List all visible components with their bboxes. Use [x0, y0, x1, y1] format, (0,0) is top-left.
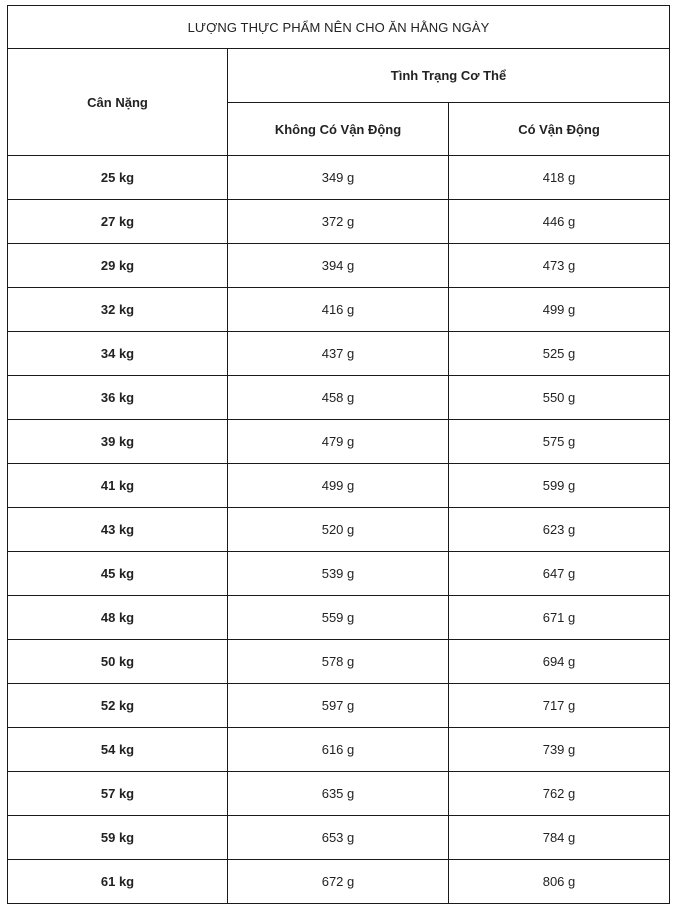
cell-no-activity: 672 g [228, 860, 449, 904]
cell-weight: 54 kg [8, 728, 228, 772]
cell-no-activity: 479 g [228, 420, 449, 464]
cell-weight: 27 kg [8, 200, 228, 244]
table-row [8, 728, 670, 772]
table-row [8, 596, 670, 640]
cell-no-activity: 372 g [228, 200, 449, 244]
table-row [8, 552, 670, 596]
cell-activity: 599 g [449, 464, 670, 508]
cell-weight: 25 kg [8, 156, 228, 200]
cell-no-activity: 520 g [228, 508, 449, 552]
column-header-activity: Có Vận Động [449, 103, 670, 156]
cell-weight: 34 kg [8, 332, 228, 376]
table-row [8, 288, 670, 332]
table-row [8, 420, 670, 464]
cell-activity: 671 g [449, 596, 670, 640]
cell-no-activity: 635 g [228, 772, 449, 816]
cell-weight: 43 kg [8, 508, 228, 552]
cell-activity: 694 g [449, 640, 670, 684]
cell-activity: 784 g [449, 816, 670, 860]
cell-no-activity: 349 g [228, 156, 449, 200]
table-row [8, 684, 670, 728]
cell-no-activity: 499 g [228, 464, 449, 508]
cell-weight: 50 kg [8, 640, 228, 684]
cell-activity: 739 g [449, 728, 670, 772]
cell-no-activity: 394 g [228, 244, 449, 288]
table-row [8, 816, 670, 860]
table-row [8, 772, 670, 816]
cell-activity: 446 g [449, 200, 670, 244]
feeding-table-container [7, 5, 670, 904]
cell-weight: 61 kg [8, 860, 228, 904]
table-row [8, 332, 670, 376]
cell-no-activity: 437 g [228, 332, 449, 376]
table-title: LƯỢNG THỰC PHẨM NÊN CHO ĂN HẰNG NGÀY [8, 6, 670, 49]
table-row [8, 860, 670, 904]
cell-activity: 623 g [449, 508, 670, 552]
cell-weight: 41 kg [8, 464, 228, 508]
cell-activity: 806 g [449, 860, 670, 904]
cell-activity: 499 g [449, 288, 670, 332]
cell-activity: 647 g [449, 552, 670, 596]
cell-weight: 32 kg [8, 288, 228, 332]
table-row [8, 244, 670, 288]
table-row [8, 640, 670, 684]
table-row [8, 200, 670, 244]
cell-no-activity: 458 g [228, 376, 449, 420]
cell-activity: 717 g [449, 684, 670, 728]
cell-no-activity: 616 g [228, 728, 449, 772]
cell-activity: 473 g [449, 244, 670, 288]
column-header-no-activity: Không Có Vận Động [228, 103, 449, 156]
cell-activity: 575 g [449, 420, 670, 464]
cell-no-activity: 597 g [228, 684, 449, 728]
cell-activity: 550 g [449, 376, 670, 420]
table-row [8, 508, 670, 552]
column-group-header-condition: Tình Trạng Cơ Thể [228, 49, 670, 103]
cell-weight: 29 kg [8, 244, 228, 288]
column-header-weight: Cân Nặng [8, 49, 228, 156]
table-body [8, 156, 670, 904]
cell-weight: 48 kg [8, 596, 228, 640]
table-row [8, 464, 670, 508]
cell-weight: 45 kg [8, 552, 228, 596]
cell-activity: 762 g [449, 772, 670, 816]
table-row [8, 156, 670, 200]
cell-no-activity: 578 g [228, 640, 449, 684]
table-row [8, 376, 670, 420]
cell-weight: 57 kg [8, 772, 228, 816]
cell-activity: 525 g [449, 332, 670, 376]
cell-no-activity: 653 g [228, 816, 449, 860]
feeding-table [7, 5, 670, 904]
cell-no-activity: 559 g [228, 596, 449, 640]
cell-no-activity: 539 g [228, 552, 449, 596]
cell-weight: 39 kg [8, 420, 228, 464]
cell-activity: 418 g [449, 156, 670, 200]
cell-weight: 59 kg [8, 816, 228, 860]
cell-no-activity: 416 g [228, 288, 449, 332]
cell-weight: 52 kg [8, 684, 228, 728]
cell-weight: 36 kg [8, 376, 228, 420]
